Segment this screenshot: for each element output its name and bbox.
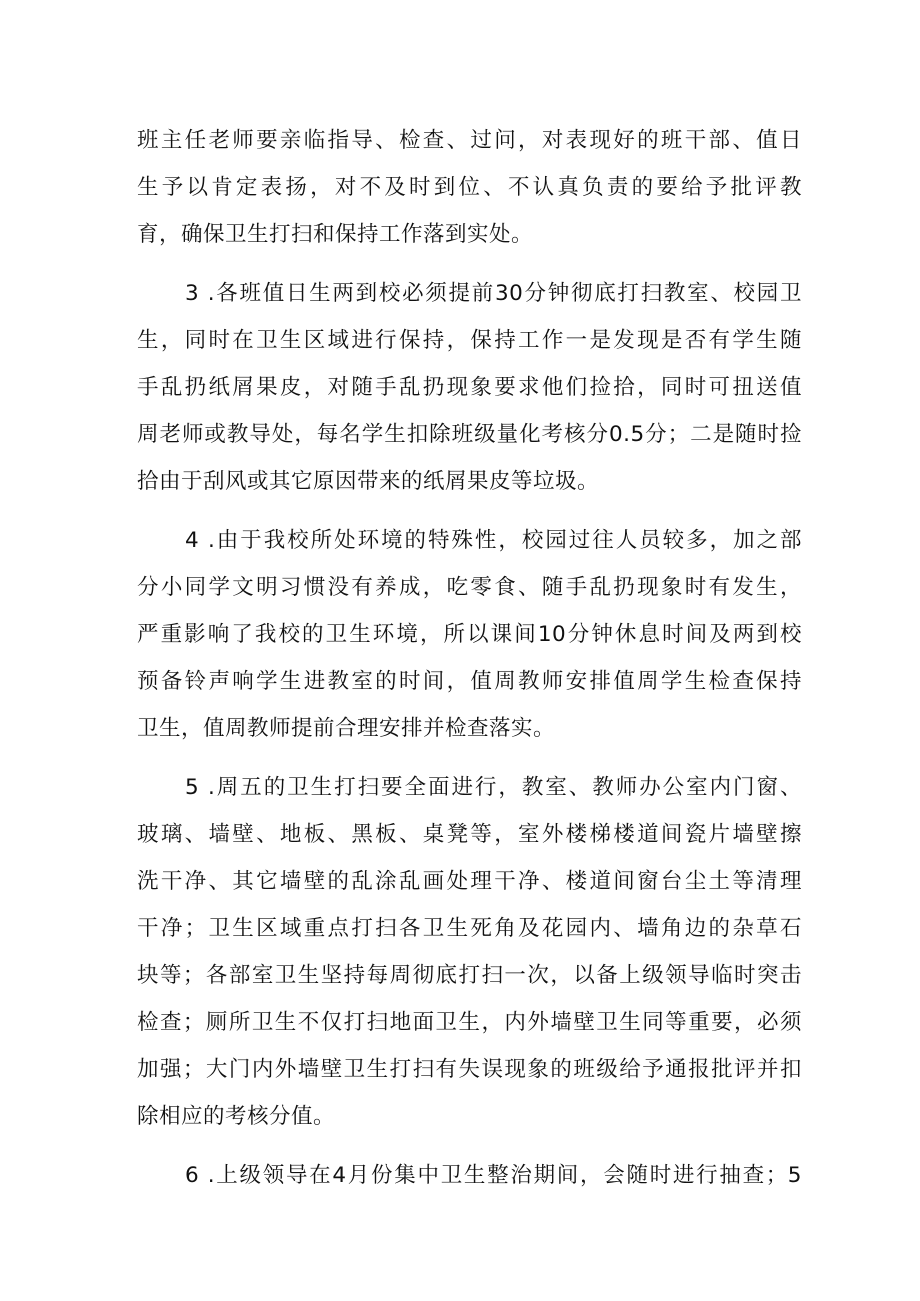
text-line: 生予以肯定表扬，对不及时到位、不认真负责的要给予批评教 (137, 175, 802, 200)
text-line: 洗干净、其它墙壁的乱涂乱画处理干净、楼道间窗台尘土等清理 (137, 869, 802, 894)
text-line: 拾由于刮风或其它原因带来的纸屑果皮等垃圾。 (137, 469, 600, 494)
text-line: 手乱扔纸屑果皮，对随手乱扔现象要求他们捡拾，同时可扭送值 (137, 375, 802, 400)
document-body (137, 117, 802, 1211)
text-line: 班主任老师要亲临指导、检查、过问，对表现好的班干部、值日 (137, 128, 802, 153)
text-line: 5 .周五的卫生打扫要全面进行，教室、教师办公室内门窗、 (185, 775, 802, 800)
text-line: 生，同时在卫生区域进行保持，保持工作一是发现是否有学生随 (137, 328, 802, 353)
text-line: 育，确保卫生打扫和保持工作落到实处。 (137, 222, 534, 247)
paragraph-item-4 (137, 517, 802, 752)
text-line: 加强；大门内外墙壁卫生打扫有失误现象的班级给予通报批评并扣 (137, 1057, 802, 1082)
text-line: 玻璃、墙壁、地板、黑板、桌凳等，室外楼梯楼道间瓷片墙壁擦 (137, 822, 802, 847)
text-line: 除相应的考核分值。 (137, 1104, 336, 1129)
text-line: 4 .由于我校所处环境的特殊性，校园过往人员较多，加之部 (185, 528, 802, 553)
text-line: 检查；厕所卫生不仅打扫地面卫生，内外墙壁卫生同等重要，必须 (137, 1010, 802, 1035)
text-line: 干净；卫生区域重点打扫各卫生死角及花园内、墙角边的杂草石 (137, 916, 802, 941)
paragraph-item-5 (137, 764, 802, 1140)
text-line: 预备铃声响学生进教室的时间，值周教师安排值周学生检查保持 (137, 669, 802, 694)
text-line: 分小同学文明习惯没有养成，吃零食、随手乱扔现象时有发生， (137, 575, 802, 600)
text-line: 6 .上级领导在4月份集中卫生整治期间，会随时进行抽查；5 (185, 1163, 802, 1188)
text-line: 严重影响了我校的卫生环境，所以课间10分钟休息时间及两到校 (137, 622, 802, 647)
text-line: 3 .各班值日生两到校必须提前30分钟彻底打扫教室、校园卫 (185, 281, 802, 306)
paragraph-continuation (137, 117, 802, 258)
text-line: 周老师或教导处，每名学生扣除班级量化考核分0.5分；二是随时捡 (137, 422, 802, 447)
text-line: 块等；各部室卫生坚持每周彻底打扫一次，以备上级领导临时突击 (137, 963, 802, 988)
text-line: 卫生，值周教师提前合理安排并检查落实。 (137, 716, 556, 741)
paragraph-item-3 (137, 270, 802, 505)
paragraph-item-6 (137, 1152, 802, 1199)
